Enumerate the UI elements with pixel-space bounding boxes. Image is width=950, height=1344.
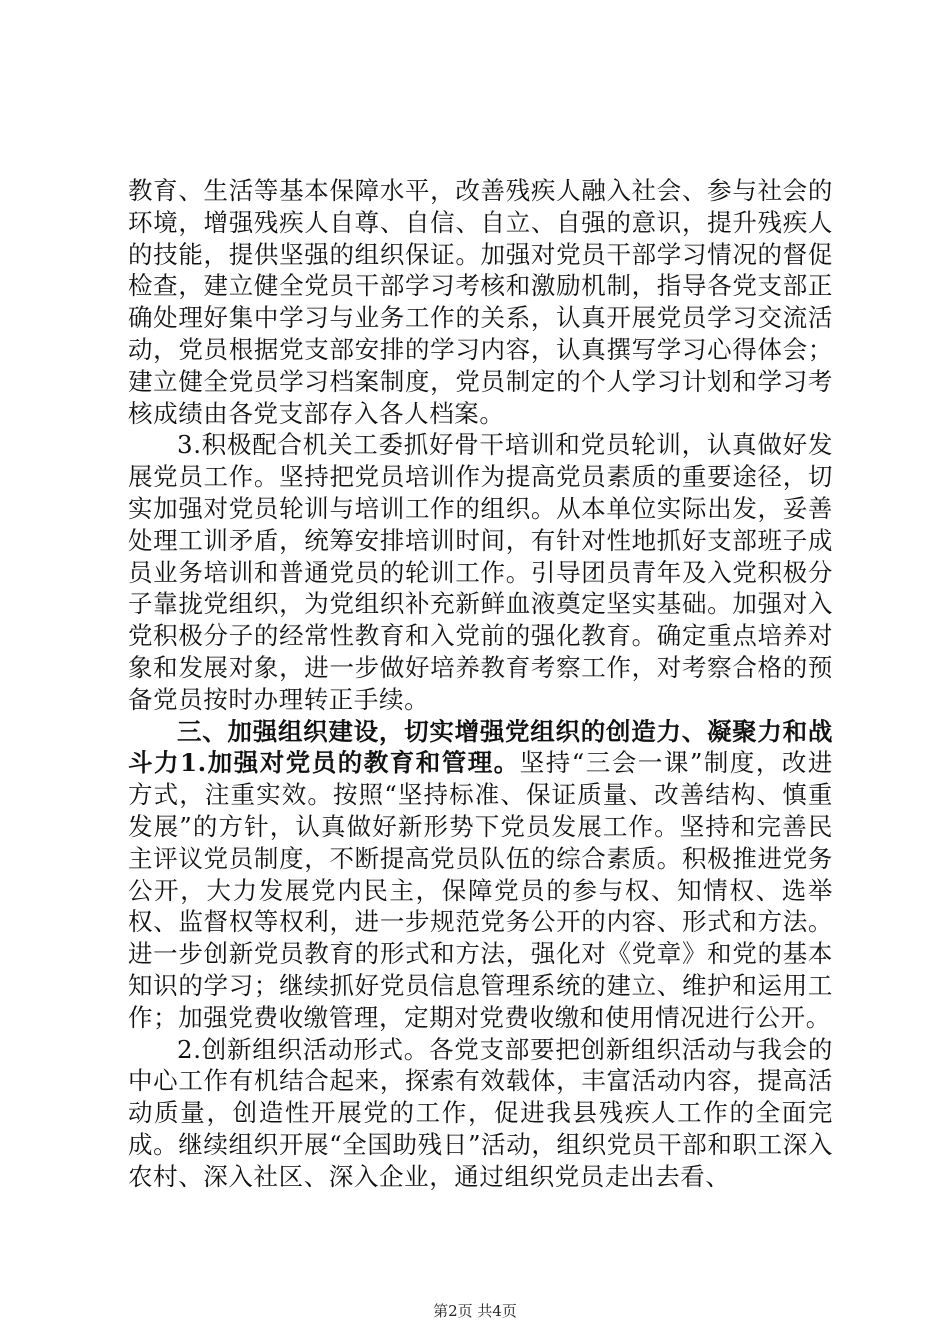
document-body [128, 175, 833, 1193]
paragraph-continuation: 教育、生活等基本保障水平，改善残疾人融入社会、参与社会的环境，增强残疾人自尊、自信、自立、自强的意识，提升残疾人的技能，提供坚强的组织保证。加强对党员干部学习情况的督促检查，建立健全党员干部学习考核和激励机制，指导各党支部正确处理好集中学习与业务工作的关系，认真开展党员学习交流活动，党员根据党支部安排的学习内容，认真撰写学习心得体会；建立健全党员学习档案制度，党员制定的个人学习计划和学习考核成绩由各党支部存入各人档案。 [128, 176, 833, 428]
section-heading: 三、加强组织建设，切实增强党组织的创造力、凝聚力和战斗力1.加强对党员的教育和管理。 [128, 716, 833, 778]
section-3-paragraph [128, 716, 833, 1034]
section-body: 坚持“三会一课”制度，改进方式，注重实效。按照“坚持标准、保证质量、改善结构、慎重发展”的方针，认真做好新形势下党员发展工作。坚持和完善民主评议党员制度，不断提高党员队伍的综合素质。积极推进党务公开，大力发展党内民主，保障党员的参与权、知情权、选举权、监督权等权利，进一步规范党务公开的内容、形式和方法。进一步创新党员教育的形式和方法，强化对《党章》和党的基本知识的学习；继续抓好党员信息管理系统的建立、维护和运用工作；加强党费收缴管理，定期对党费收缴和使用情况进行公开。 [128, 748, 833, 1032]
paragraph-item-2: 2.创新组织活动形式。各党支部要把创新组织活动与我会的中心工作有机结合起来，探索有效载体，丰富活动内容，提高活动质量，创造性开展党的工作，促进我县残疾人工作的全面完成。继续组织开展“全国助残日”活动，组织党员干部和职工深入农村、深入社区、深入企业，通过组织党员走出去看、 [128, 1034, 833, 1191]
page-number-footer: 第2页 共4页 [433, 1302, 517, 1320]
paragraph-item-3: 3.积极配合机关工委抓好骨干培训和党员轮训，认真做好发展党员工作。坚持把党员培训作为提高党员素质的重要途径，切实加强对党员轮训与培训工作的组织。从本单位实际出发，妥善处理工训矛盾，统筹安排培训时间，有针对性地抓好支部班子成员业务培训和普通党员的轮训工作。引导团员青年及入党积极分子靠拢党组织，为党组织补充新鲜血液奠定坚实基础。加强对入党积极分子的经常性教育和入党前的强化教育。确定重点培养对象和发展对象，进一步做好培养教育考察工作，对考察合格的预备党员按时办理转正手续。 [128, 430, 833, 714]
